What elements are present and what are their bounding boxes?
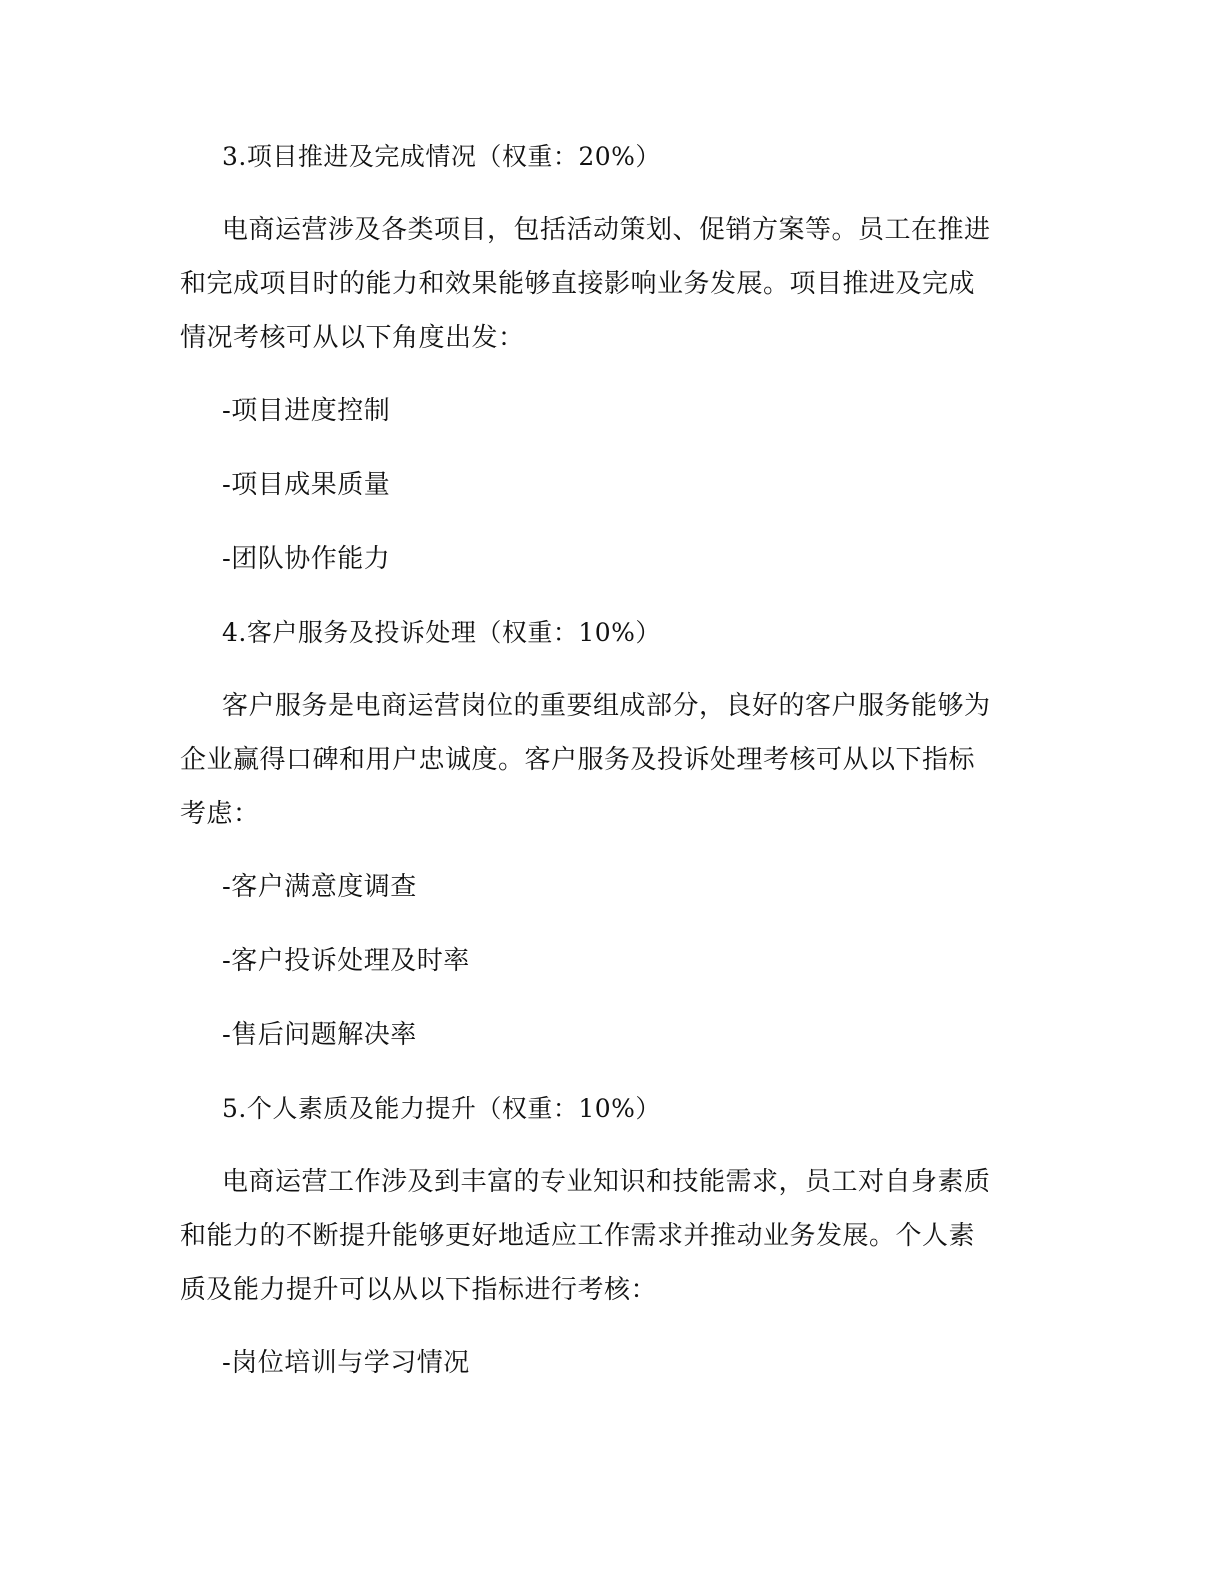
list-item: -客户满意度调查 — [222, 872, 417, 902]
list-item: -岗位培训与学习情况 — [222, 1348, 470, 1378]
list-item: -售后问题解决率 — [222, 1020, 417, 1050]
list-item: -团队协作能力 — [222, 544, 391, 574]
paragraph-line: 质及能力提升可以从以下指标进行考核： — [180, 1275, 658, 1305]
paragraph-line: 和能力的不断提升能够更好地适应工作需求并推动业务发展。个人素 — [180, 1221, 976, 1251]
list-item: -客户投诉处理及时率 — [222, 946, 470, 976]
list-item: -项目进度控制 — [222, 396, 391, 426]
section-heading-3: 3.项目推进及完成情况（权重：20%） — [222, 142, 661, 171]
paragraph-line: 企业赢得口碑和用户忠诚度。客户服务及投诉处理考核可从以下指标 — [180, 745, 976, 775]
paragraph-line: 情况考核可从以下角度出发： — [180, 323, 525, 353]
paragraph-line: 考虑： — [180, 799, 260, 829]
paragraph-line: 客户服务是电商运营岗位的重要组成部分，良好的客户服务能够为 — [222, 691, 991, 721]
section-heading-4: 4.客户服务及投诉处理（权重：10%） — [222, 618, 661, 647]
paragraph-line: 和完成项目时的能力和效果能够直接影响业务发展。项目推进及完成 — [180, 269, 976, 299]
paragraph-line: 电商运营涉及各类项目，包括活动策划、促销方案等。员工在推进 — [222, 215, 991, 245]
section-heading-5: 5.个人素质及能力提升（权重：10%） — [222, 1094, 661, 1123]
list-item: -项目成果质量 — [222, 470, 391, 500]
paragraph-line: 电商运营工作涉及到丰富的专业知识和技能需求，员工对自身素质 — [222, 1167, 991, 1197]
